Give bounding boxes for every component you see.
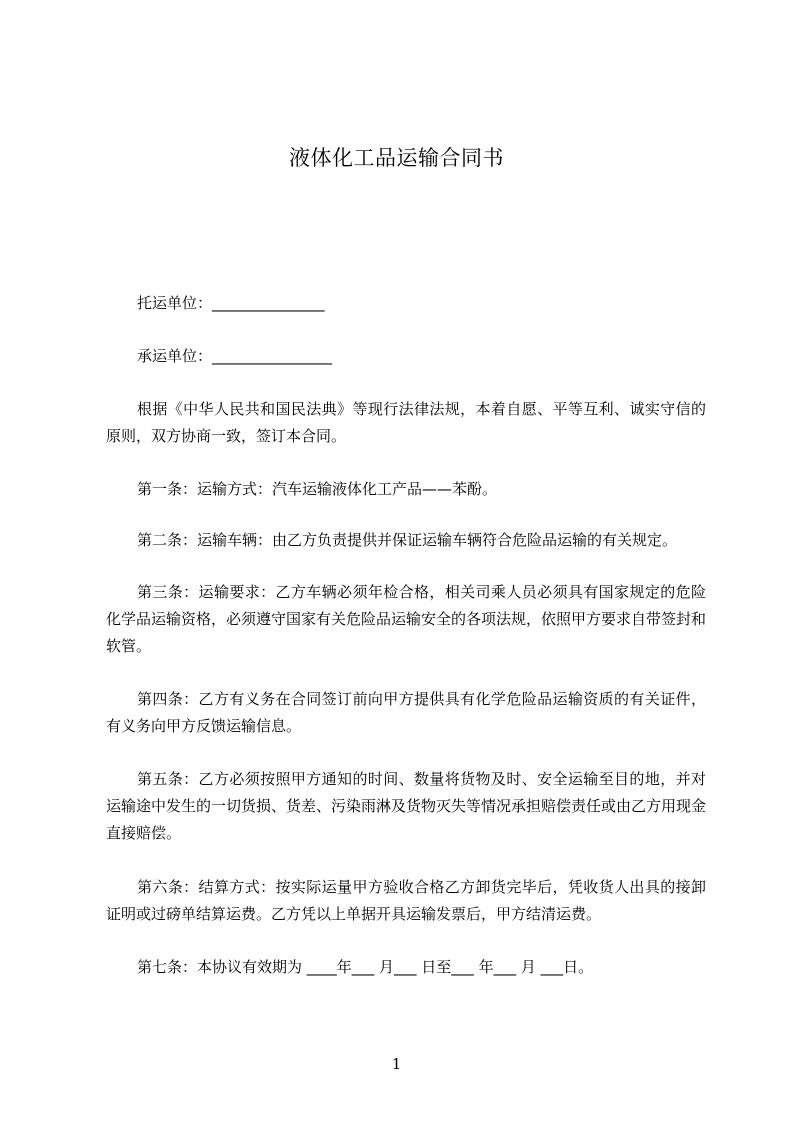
article-6: 第六条：结算方式：按实际运量甲方验收合格乙方卸货完毕后，凭收货人出具的接卸证明或过磅单结算运费。乙方凭以上单据开具运输发票后，甲方结清运费。 <box>106 878 706 923</box>
document-title: 液体化工品运输合同书 <box>289 146 504 170</box>
article-4: 第四条：乙方有义务在合同签订前向甲方提供具有化学危险品运输资质的有关证件，有义务向甲方反馈运输信息。 <box>106 690 706 735</box>
article-3: 第三条：运输要求：乙方车辆必须年检合格，相关司乘人员必须具有国家规定的危险化学品运输资格，必须遵守国家有关危险品运输安全的各项法规，依照甲方要求自带签封和软管。 <box>106 583 707 655</box>
carrier-line: 承运单位：________________ <box>137 347 333 365</box>
page-number: 1 <box>391 1055 402 1073</box>
article-5: 第五条：乙方必须按照甲方通知的时间、数量将货物及时、安全运输至目的地，并对运输途中发生的一切货损、货差、污染雨淋及货物灭失等情况承担赔偿责任或由乙方用现金直接赔偿。 <box>106 770 707 842</box>
preamble-paragraph: 根据《中华人民共和国民法典》等现行法律法规，本着自愿、平等互利、诚实守信的原则，双方协商一致，签订本合同。 <box>106 400 706 445</box>
shipper-line: 托运单位：_______________ <box>137 294 325 312</box>
article-2: 第二条：运输车辆：由乙方负责提供并保证运输车辆符合危险品运输的有关规定。 <box>137 531 678 549</box>
article-1: 第一条：运输方式：汽车运输液体化工产品——苯酚。 <box>137 480 498 498</box>
article-7: 第七条：本协议有效期为 ____年___ 月___ 日至___ 年___ 月 ___日。 <box>137 958 594 976</box>
